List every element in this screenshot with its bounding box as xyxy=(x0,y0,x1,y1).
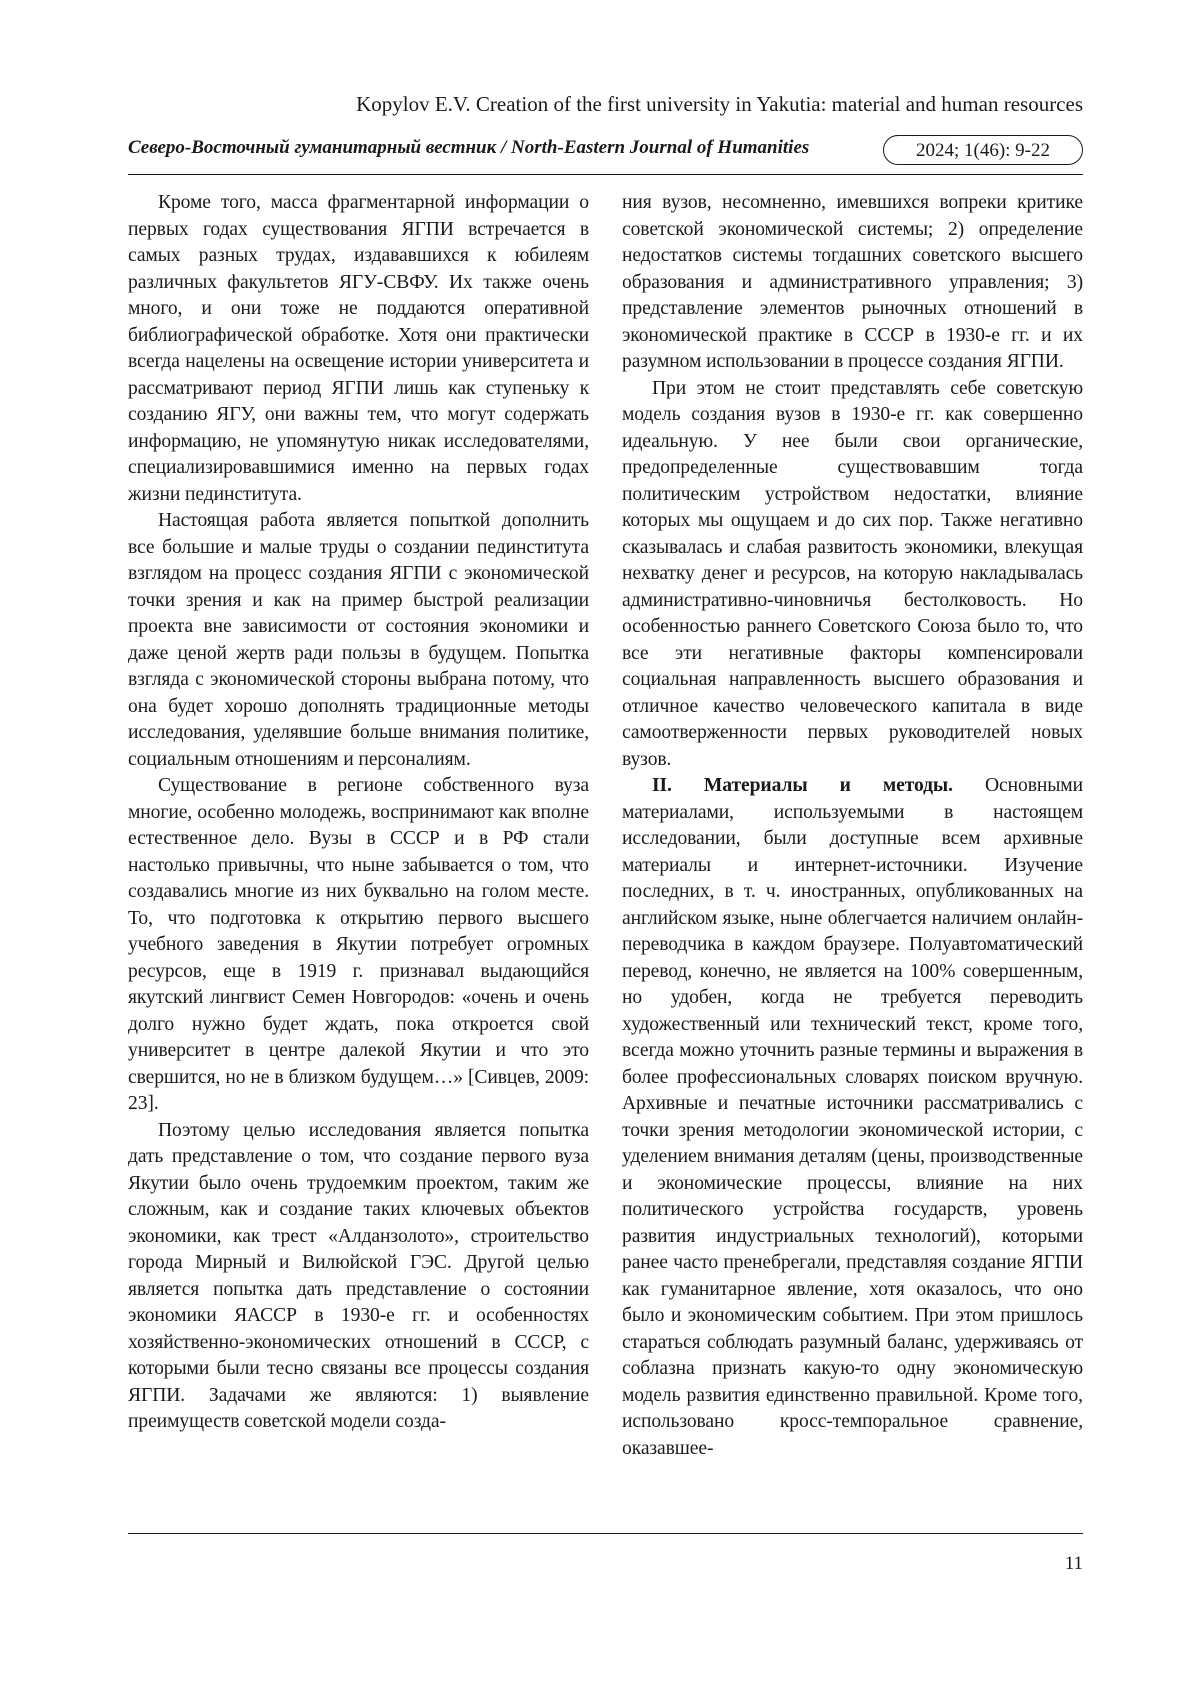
journal-name: Северо-Восточный гуманитарный вестник / North-Eastern Journal of Humanities xyxy=(128,137,810,158)
header-rule xyxy=(128,174,1083,175)
right-column xyxy=(622,190,1083,1462)
paragraph: Поэтому целью исследования является попытка дать представление о том, что создание первого вуза Якутии было очень трудоемким проектом, таким же сложным, как и создание таких ключевых объектов экономики, как трест «Алданзолото», строительство города Мирный и Вилюйской ГЭС. Другой целью является попытка дать представление о состоянии экономики ЯАССР в 1930-е гг. и особенностях хозяйственно-экономических отношений в СССР, с которыми были тесно связаны все процессы создания ЯГПИ. Задачами же являются: 1) выявление преимуществ советской модели созда- xyxy=(128,1119,589,1432)
journal-header xyxy=(128,135,1083,171)
section-paragraph xyxy=(622,773,1083,1462)
paragraph: Кроме того, масса фрагментарной информации о первых годах существования ЯГПИ встречается в самых разных трудах, издававшихся к юбилеям различных факультетов ЯГУ-СВФУ. Их также очень много, и они тоже не поддаются оперативной библиографической обработке. Хотя они практически всегда нацелены на освещение истории университета и рассматривают период ЯГПИ лишь как ступеньку к созданию ЯГУ, они важны тем, что могут содержать информацию, не упомянутую никак исследователями, специализировавшимися именно на первых годах жизни пединститута. xyxy=(128,192,589,505)
paragraph: Существование в регионе собственного вуза многие, особенно молодежь, воспринимают как вполне естественное дело. Вузы в СССР и в РФ стали настолько привычны, что ныне забывается о том, что создавались многие из них буквально на голом месте. То, что подготовка к открытию первого высшего учебного заведения в Якутии потребует огромных ресурсов, еще в 1919 г. признавал выдающийся якутский лингвист Семен Новгородов: «очень и очень долго нужно будет ждать, пока откроется свой университет в центре далекой Якутии и что это свершится, но не в близком будущем…» [Сивцев, 2009: 23]. xyxy=(128,775,589,1114)
page-number: 11 xyxy=(1064,1553,1083,1574)
footer-rule xyxy=(128,1533,1083,1534)
paragraph: Настоящая работа является попыткой дополнить все большие и малые труды о создании пединститута взглядом на процесс создания ЯГПИ с экономической точки зрения и как на пример быстрой реализации проекта вне зависимости от состояния экономики и даже ценой жертв ради пользы в будущем. Попытка взгляда с экономической стороны выбрана потому, что она будет хорошо дополнять традиционные методы исследования, уделявшие больше внимания политике, социальным отношениям и персоналиям. xyxy=(128,510,589,770)
left-column xyxy=(128,190,589,1436)
section-heading: II. Материалы и методы. xyxy=(652,775,953,796)
paragraph-continuation: ния вузов, несомненно, имевшихся вопреки критике советской экономической системы; 2) определение недостатков системы тогдашних советского высшего образования и административного управления; 3) представление элементов рыночных отношений в экономической практике в СССР в 1930-е гг. и их разумном использовании в процессе создания ЯГПИ. xyxy=(622,192,1083,372)
issue-badge: 2024; 1(46): 9-22 xyxy=(883,135,1083,165)
running-title: Kopylov E.V. Creation of the first university in Yakutia: material and human resources xyxy=(356,92,1083,116)
paragraph: При этом не стоит представлять себе советскую модель создания вузов в 1930-е гг. как совершенно идеальную. У нее были свои органические, предопределенные существовавшим тогда политическим устройством недостатки, влияние которых мы ощущаем и до сих пор. Также негативно сказывалась и слабая развитость экономики, влекущая нехватку денег и ресурсов, на которую накладывалась административно-чиновничья бестолковость. Но особенностью раннего Советского Союза было то, что все эти негативные факторы компенсировали социальная направленность высшего образования и отличное качество человеческого капитала в виде самоотверженности первых руководителей новых вузов. xyxy=(622,377,1083,770)
section-text: Основными материалами, используемыми в настоящем исследовании, были доступные всем архивные материалы и интернет-источники. Изучение последних, в т. ч. иностранных, опубликованных на английском языке, ныне облегчается наличием онлайн-переводчика в каждом браузере. Полуавтоматический перевод, конечно, не является на 100% совершенным, но удобен, когда не требуется переводить художественный или технический текст, кроме того, всегда можно уточнить разные термины и выражения в более профессиональных словарях поиском вручную. Архивные и печатные источники рассматривались с точки зрения методологии экономической истории, с уделением внимания деталям (цены, производственные и экономические процессы, влияние на них политического устройства государств, уровень развития индустриальных технологий), которыми ранее часто пренебрегали, представляя создание ЯГПИ как гуманитарное явление, хотя оказалось, что оно было и экономическим событием. При этом пришлось стараться соблюдать разумный баланс, удерживаясь от соблазна признать какую-то одну экономическую модель развития единственно правильной. Кроме того, использовано кросс-темпоральное сравнение, оказавшее- xyxy=(622,775,1083,1459)
